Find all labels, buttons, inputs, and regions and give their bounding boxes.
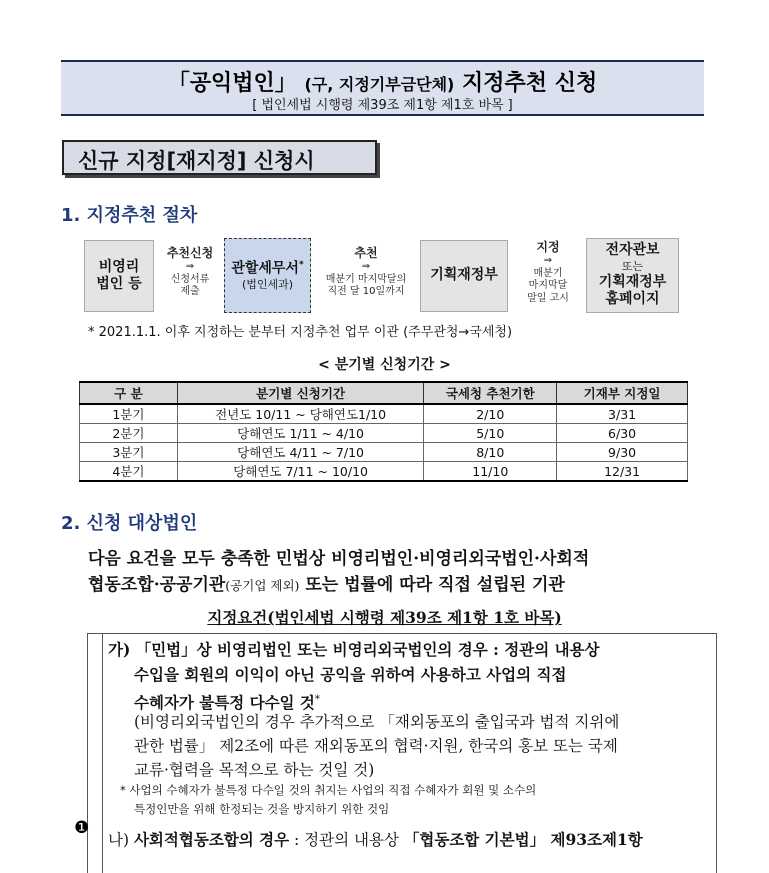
requirement-number-badge: ❶ — [74, 818, 90, 838]
step1-note: * 2021.1.1. 이후 지정하는 분부터 지정추천 업무 이관 (주무관청→국세청) — [88, 325, 513, 340]
title-box — [61, 60, 704, 116]
flow-arrow-recommend: 추천 ⇒ 매분기 마지막달의 직전 달 10일까지 — [325, 246, 407, 297]
step1-heading: 1. 지정추천 절차 — [61, 205, 198, 226]
page-title: 「공익법인」 (구, 지정기부금단체) 지정추천 신청 — [167, 71, 598, 96]
flow-box-ministry: 기획재정부 — [420, 240, 508, 312]
table-header: 분기별 신청기간 — [177, 382, 424, 404]
step2-heading: 2. 신청 대상법인 — [61, 513, 198, 534]
requirement-a-line3: 수혜자가 불특정 다수일 것* — [134, 693, 320, 713]
flow-box-tax-office: 관할세무서* (법인세과) — [224, 238, 311, 313]
table-cell: 3/31 — [557, 404, 688, 424]
requirement-b-line1: 나) 사회적협동조합의 경우 : 정관의 내용상 「협동조합 기본법」 제93조제1항 — [108, 830, 643, 849]
section-title: 신규 지정[재지정] 신청시 — [62, 140, 377, 175]
schedule-table-title: < 분기별 신청기간 > — [318, 357, 451, 373]
table-cell: 9/30 — [557, 443, 688, 462]
table-cell: 전년도 10/11 ~ 당해연도1/10 — [177, 404, 424, 424]
table-row — [80, 462, 688, 482]
requirement-a-note-line1: * 사업의 수혜자가 불특정 다수일 것의 취지는 사업의 직접 수혜자가 회원 및 소수의 — [120, 783, 537, 797]
step2-desc-line1: 다음 요건을 모두 충족한 민법상 비영리법인·비영리외국법인·사회적 — [88, 549, 590, 569]
requirement-a-line1: 가) 「민법」상 비영리법인 또는 비영리외국법인의 경우 : 정관의 내용상 — [108, 640, 600, 659]
table-cell: 6/30 — [557, 424, 688, 443]
requirements-divider — [102, 633, 103, 873]
table-cell: 2/10 — [424, 404, 557, 424]
table-row — [80, 443, 688, 462]
requirements-title: 지정요건(법인세법 시행령 제39조 제1항 1호 바목) — [207, 608, 562, 627]
requirement-a-note-line2: 특정인만을 위해 한정되는 것을 방지하기 위한 것임 — [134, 802, 390, 816]
flow-arrow-designate: 지정 ⇒ 매분기 마지막달 말일 고시 — [527, 240, 569, 304]
requirement-a-line4: (비영리외국법인의 경우 추가적으로 「재외동포의 출입국과 법적 지위에 — [134, 713, 620, 731]
table-cell: 8/10 — [424, 443, 557, 462]
table-cell: 5/10 — [424, 424, 557, 443]
table-cell: 당해연도 1/11 ~ 4/10 — [177, 424, 424, 443]
table-cell: 1분기 — [80, 404, 178, 424]
table-row — [80, 404, 688, 424]
table-header: 구 분 — [80, 382, 178, 404]
table-row — [80, 424, 688, 443]
table-cell: 11/10 — [424, 462, 557, 482]
table-cell: 4분기 — [80, 462, 178, 482]
table-cell: 2분기 — [80, 424, 178, 443]
table-header: 국세청 추천기한 — [424, 382, 557, 404]
table-cell: 3분기 — [80, 443, 178, 462]
table-header: 기재부 지정일 — [557, 382, 688, 404]
table-cell: 당해연도 7/11 ~ 10/10 — [177, 462, 424, 482]
schedule-table — [79, 381, 688, 482]
table-header-row — [80, 382, 688, 404]
table-cell: 당해연도 4/11 ~ 7/10 — [177, 443, 424, 462]
flow-box-gazette: 전자관보 또는 기획재정부 홈페이지 — [586, 238, 679, 313]
flow-box-nonprofit: 비영리 법인 등 — [84, 240, 154, 312]
requirement-a-line2: 수입을 회원의 이익이 아닌 공익을 위하여 사용하고 사업의 직접 — [134, 665, 567, 684]
requirement-a-line6: 교류·협력을 목적으로 하는 것일 것) — [134, 761, 375, 779]
flow-arrow-apply: 추천신청 ⇒ 신청서류 제출 — [166, 246, 214, 297]
page-subtitle: [ 법인세법 시행령 제39조 제1항 제1호 바목 ] — [252, 98, 513, 113]
step2-desc-line2: 협동조합·공공기관(공기업 제외) 또는 법률에 따라 직접 설립된 기관 — [88, 575, 565, 595]
requirement-a-line5: 관한 법률」 제2조에 따른 재외동포의 협력·지원, 한국의 홍보 또는 국제 — [134, 737, 618, 755]
table-cell: 12/31 — [557, 462, 688, 482]
